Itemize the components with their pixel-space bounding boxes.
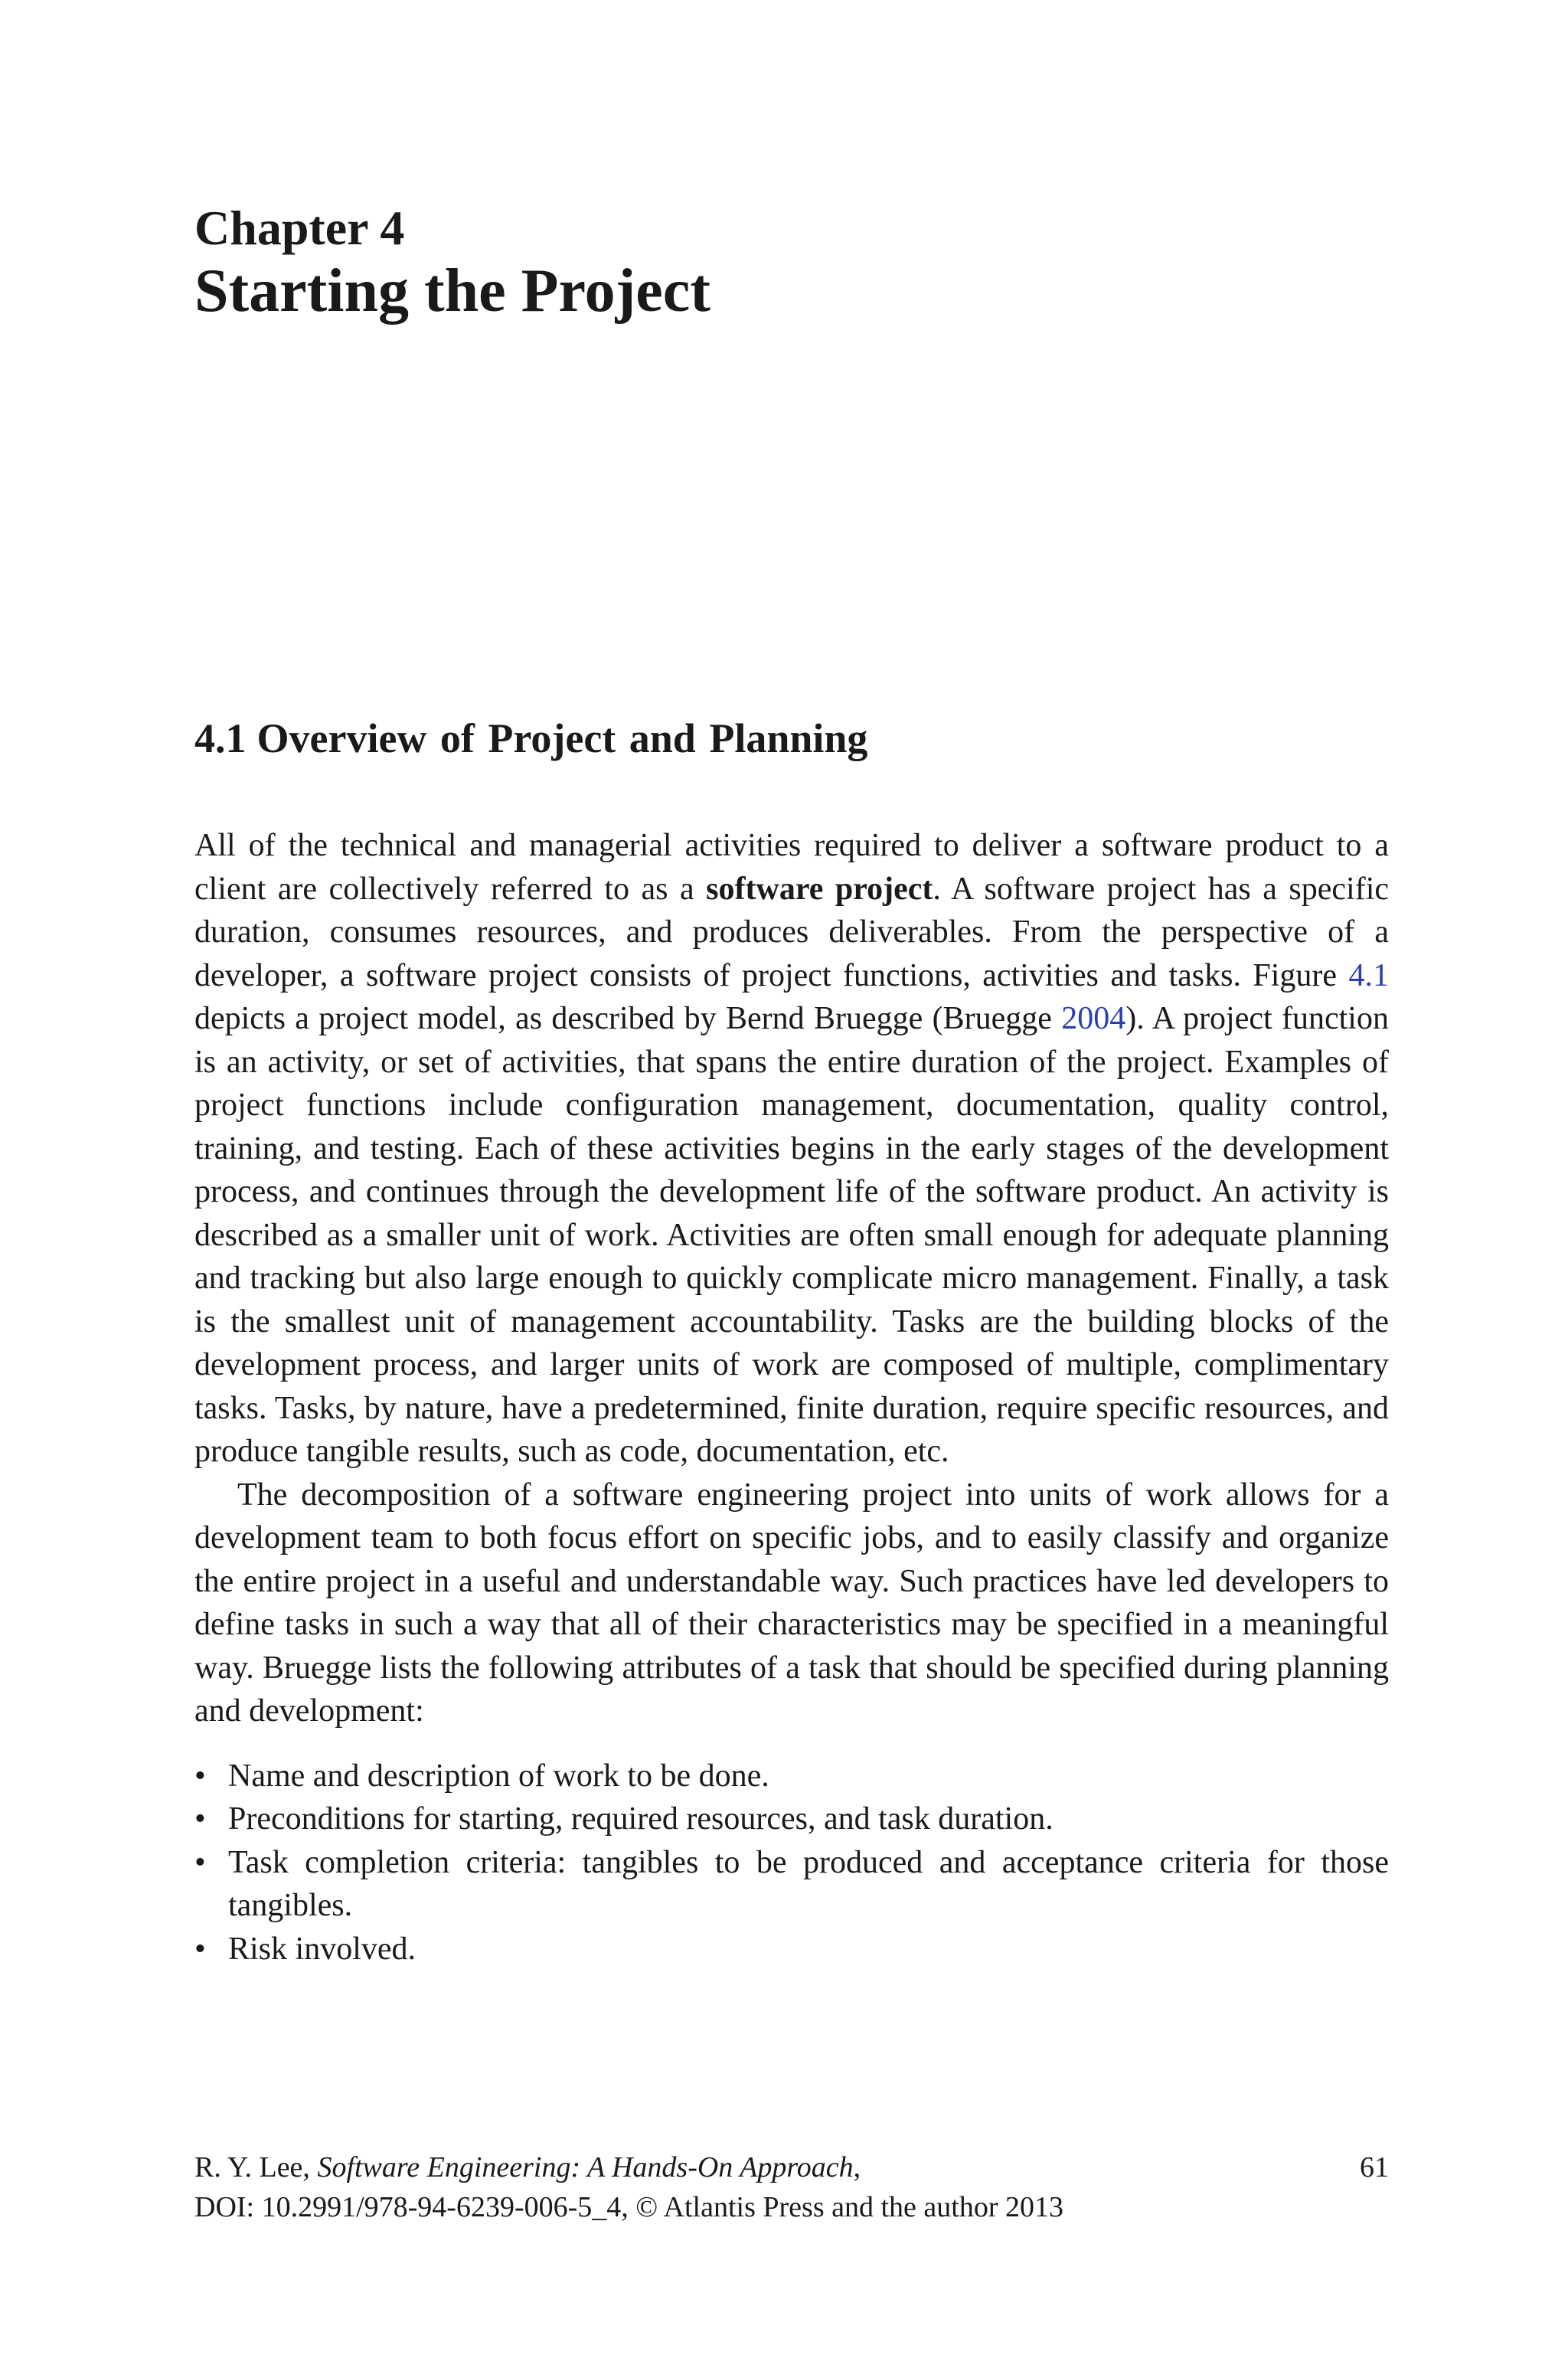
list-item-text: Task completion criteria: tangibles to be produced and acceptance criteria for those tangibles. xyxy=(228,1844,1389,1923)
page-number: 61 xyxy=(1360,2151,1389,2183)
list-item xyxy=(194,1928,1389,1971)
footer-book-title: Software Engineering: A Hands-On Approach xyxy=(317,2151,854,2183)
paragraph-1-text-d: ). A project function is an activity, or set of activities, that spans the entire duration of the project. Examples of project functions include configuration management, documentation, quality control, training, and testing. Each of these activities begins in the early stages of the development process, and continues through the development life of the software product. An activity is described as a smaller unit of work. Activities are often small enough for adequate planning and tracking but also large enough to quickly complicate micro management. Finally, a task is the smallest unit of management accountability. Tasks are the building blocks of the development process, and larger units of work are composed of multiple, complimentary tasks. Tasks, by nature, have a predetermined, finite duration, require specific resources, and produce tangible results, such as code, documentation, etc. xyxy=(194,1001,1389,1469)
chapter-label: Chapter 4 xyxy=(194,201,405,255)
bullet-icon: • xyxy=(194,1758,206,1794)
body-text xyxy=(194,824,1389,1971)
bullet-icon: • xyxy=(194,1931,206,1967)
bullet-icon: • xyxy=(194,1801,206,1837)
list-item xyxy=(194,1841,1389,1928)
footer-comma: , xyxy=(853,2151,861,2183)
list-item-text: Risk involved. xyxy=(228,1931,416,1967)
paragraph-2: The decomposition of a software engineering project into units of work allows for a development team to both focus effort on specific jobs, and to easily classify and organize the entire project in a useful and understandable way. Such practices have led developers to define tasks in such a way that all of their characteristics may be specified in a meaningful way. Bruegge lists the following attributes of a task that should be specified during planning and development: xyxy=(194,1477,1389,1729)
paragraph-1-text-b: . A software project has a specific duration, consumes resources, and produces deliverables. From the perspective of a developer, a software project consists of project functions, activities and tasks. Figure xyxy=(194,871,1390,993)
figure-link[interactable]: 4.1 xyxy=(1348,957,1389,993)
section-title: Overview of Project and Planning xyxy=(256,715,868,761)
footer-citation xyxy=(194,2147,861,2187)
bold-term-software-project: software project xyxy=(706,871,933,907)
list-item xyxy=(194,1797,1389,1841)
section-number: 4.1 xyxy=(194,715,247,761)
chapter-title: Starting the Project xyxy=(194,257,710,325)
task-attributes-list xyxy=(194,1755,1389,1971)
paragraph-1-text-c: depicts a project model, as described by Bernd Bruegge (Bruegge xyxy=(194,1001,1062,1036)
list-item-text: Preconditions for starting, required resources, and task duration. xyxy=(228,1801,1054,1837)
section-heading xyxy=(194,714,867,763)
footer-author: R. Y. Lee, xyxy=(194,2151,318,2183)
list-item-text: Name and description of work to be done. xyxy=(228,1758,769,1794)
paragraph-1-text-a: All of the technical and managerial activities required to deliver a software product to a client are collectively referred to as a xyxy=(194,828,1389,907)
footer-doi: DOI: 10.2991/978-94-6239-006-5_4, © Atlantis Press and the author 2013 xyxy=(194,2191,1063,2223)
citation-link[interactable]: 2004 xyxy=(1061,1001,1126,1036)
paragraph-1 xyxy=(194,824,1389,1474)
bullet-icon: • xyxy=(194,1844,206,1880)
list-item xyxy=(194,1755,1389,1798)
page-footer xyxy=(194,2147,1389,2227)
